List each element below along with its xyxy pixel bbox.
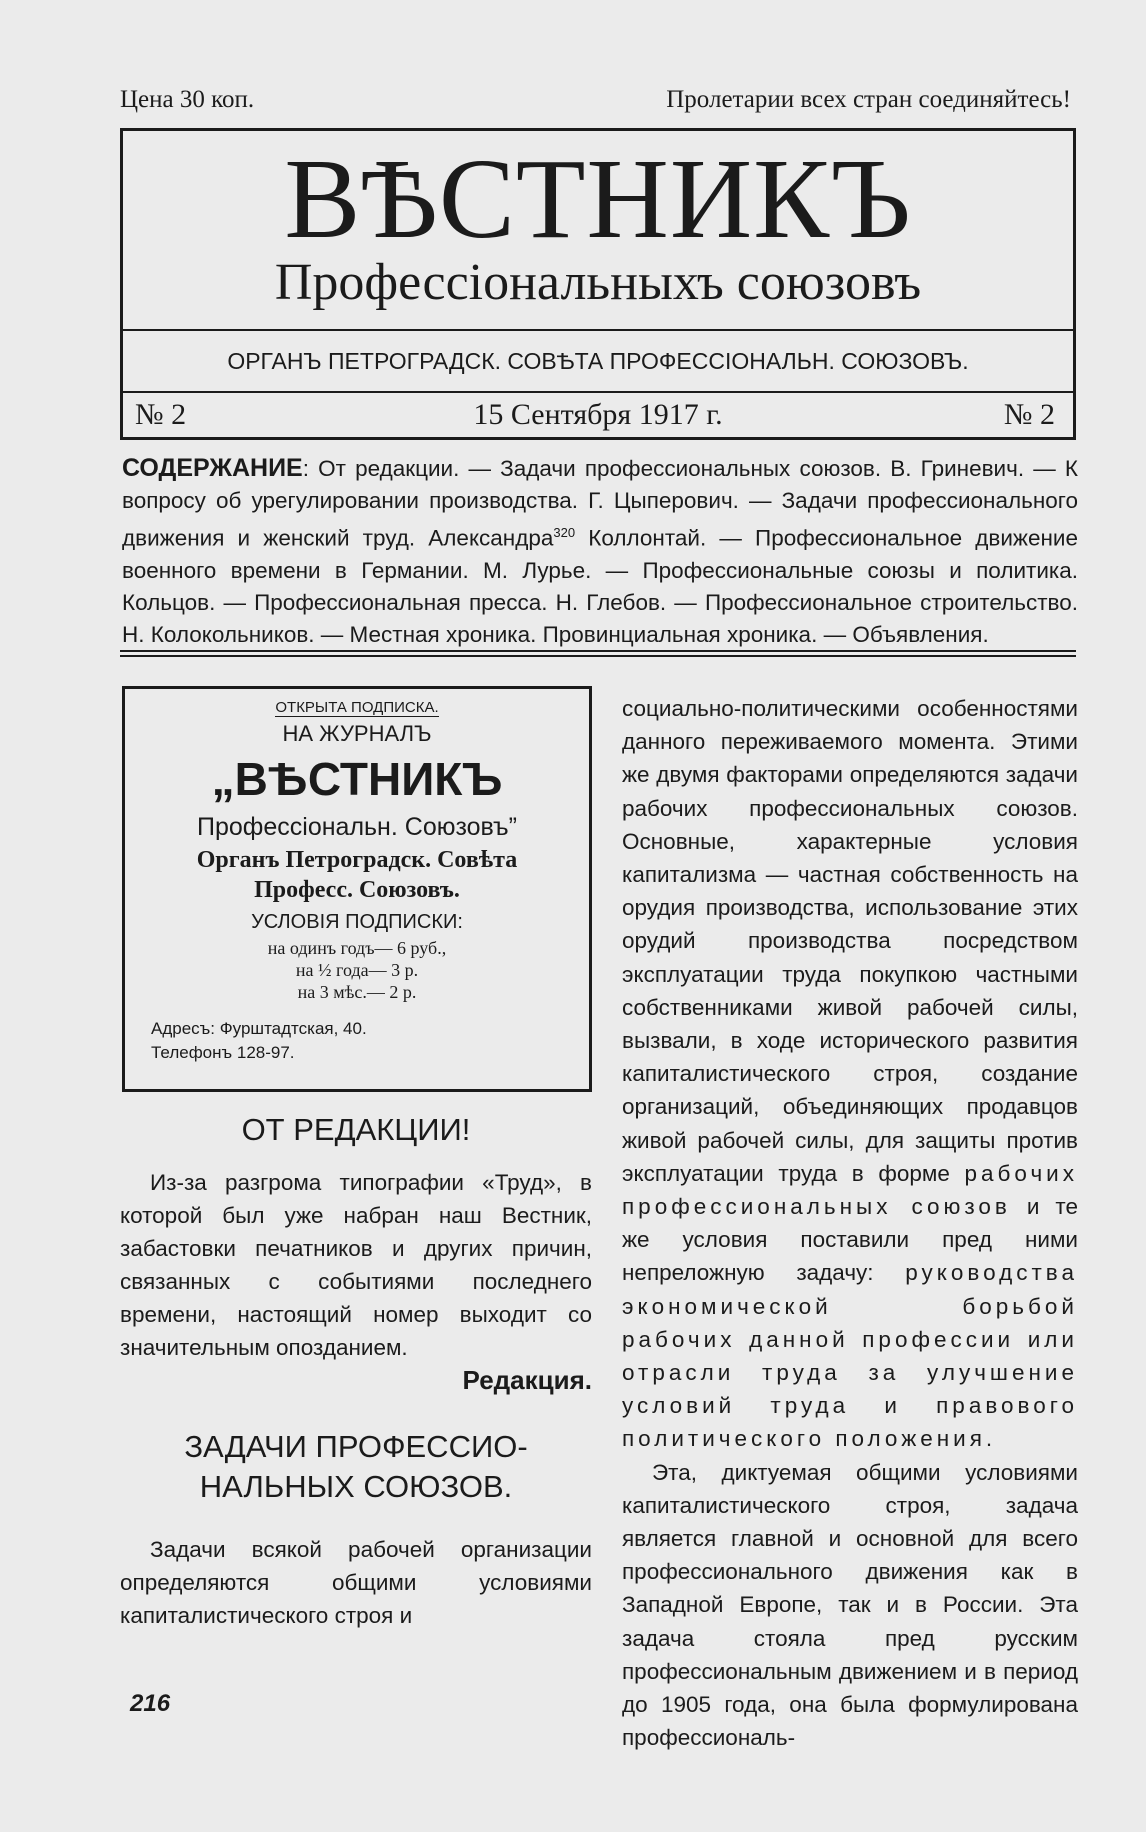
article-intro: Задачи всякой рабочей организации определяются общими условиями капиталистического строя и <box>120 1537 592 1628</box>
masthead-rule <box>123 391 1073 393</box>
subscription-name: Профессiональн. Союзовъ” <box>197 813 517 841</box>
subscription-address: Адресъ: Фурштадтская, 40. <box>151 1019 367 1038</box>
left-column <box>120 1110 592 1632</box>
table-of-contents <box>122 452 1078 651</box>
contents-text: : От редакции. — Задачи профессиональных союзов. В. Гриневич. — К вопросу об урегулировании производства. Г. Цыперович. — Задачи профессионального движения и женский труд. Александра <box>122 456 1078 551</box>
editorial-text: Из-за разгрома типографии «Труд», в которой был уже набран наш Вестник, забастовки печатников и других причин, связанных с событиями последнего времени, настоящий номер выходит со значительным опозданием. <box>120 1170 592 1360</box>
subscription-organ-line1: Органъ Петроградск. Совѣта <box>196 847 518 873</box>
subscription-conditions-title: УСЛОВIЯ ПОДПИСКИ: <box>251 911 463 933</box>
subscription-title: „ВѢСТНИКЪ <box>211 753 503 805</box>
term-three-months: на 3 мѣс.— 2 р. <box>297 982 417 1002</box>
article-heading-line2: НАЛЬНЫХ СОЮЗОВ. <box>199 1469 513 1504</box>
issue-number-left: № 2 <box>135 398 187 431</box>
price-label: Цена 30 коп. <box>120 86 255 113</box>
article-paragraph-1 <box>622 692 1078 1456</box>
organ-line: ОРГАНЪ ПЕТРОГРАДСК. СОВѢТА ПРОФЕССIОНАЛЬН. СОЮЗОВЪ. <box>227 348 969 374</box>
subscription-open: ОТКРЫТА ПОДПИСКА. <box>275 699 439 716</box>
subscription-organ-line2: Професс. Союзовъ. <box>254 877 460 903</box>
article-p1-emphasis-2: руководства экономической борьбой рабочих данной профессии или отрасли труда за улучшение условий труда и правового политического положения. <box>622 1260 1078 1452</box>
subscription-phone: Телефонъ 128-97. <box>151 1043 295 1062</box>
article-paragraph-2: Эта, диктуемая общими условиями капиталистического строя, задача является главной и основной для всего профессионального движения как в Западной Европе, так и в России. Эта задача стояла пред русским профессиональным движением и в период до 1905 года, она была формулирована профессиональ- <box>622 1459 1078 1751</box>
issue-number-right: № 2 <box>1003 398 1055 431</box>
subscription-journal: НА ЖУРНАЛЪ <box>282 721 432 746</box>
masthead <box>120 128 1076 440</box>
newspaper-title: ВѢСТНИКЪ <box>284 135 912 262</box>
page-number: 216 <box>130 1690 171 1717</box>
article-p1-middle: и те же условия поставили пред ними непреложную задачу: <box>622 1194 1078 1286</box>
article-heading <box>120 1427 592 1507</box>
subscription-contacts <box>151 1017 589 1065</box>
subscription-terms <box>125 937 589 1003</box>
term-year: на одинъ годъ— 6 руб., <box>267 938 447 958</box>
article-p1-start: социально-политическими особенностями данного переживаемого момента. Этими же двумя факторами определяются задачи рабочих профессиональных союзов. Основные, характерные условия капитализма — частная собственность на орудия производства, использование этих орудий производства посредством эксплуатации труда покупкою частными собственниками живой рабочей силы, вызвали, в ходе исторического развития капиталистического строя, создание организаций, объединяющих продавцов живой рабочей силы, для защиты против эксплуатации труда в форме <box>622 696 1078 1186</box>
editorial-heading: ОТ РЕДАКЦИИ! <box>241 1112 471 1147</box>
term-half-year: на ½ года— 3 р. <box>295 960 419 980</box>
article-p1-emphasis: рабочих профессиональных союзов <box>622 1160 1078 1220</box>
subscription-box <box>122 686 592 1092</box>
slogan: Пролетарии всех стран соединяйтесь! <box>666 86 1071 113</box>
subscription-organ <box>125 845 589 905</box>
contents-text-continued: Коллонтай. — Профессиональное движение военного времени в Германии. М. Лурье. — Профессиональные союзы и политика. Кольцов. — Профессиональная пресса. Н. Глебов. — Профессиональное строительство. Н. Колокольников. — Местная хроника. Провинциальная хроника. — Объявления. <box>122 525 1078 647</box>
section-divider <box>120 650 1076 657</box>
editorial-signature: Редакция. <box>462 1365 592 1395</box>
article-heading-line1: ЗАДАЧИ ПРОФЕССИО- <box>184 1429 528 1464</box>
footnote-marker: 320 <box>553 525 576 540</box>
right-column <box>622 692 1078 1755</box>
issue-date: 15 Сентября 1917 г. <box>473 398 723 431</box>
contents-label: СОДЕРЖАНИЕ <box>122 454 303 482</box>
masthead-rule <box>123 329 1073 331</box>
newspaper-subtitle: Профессiональныхъ союзовъ <box>274 254 922 311</box>
